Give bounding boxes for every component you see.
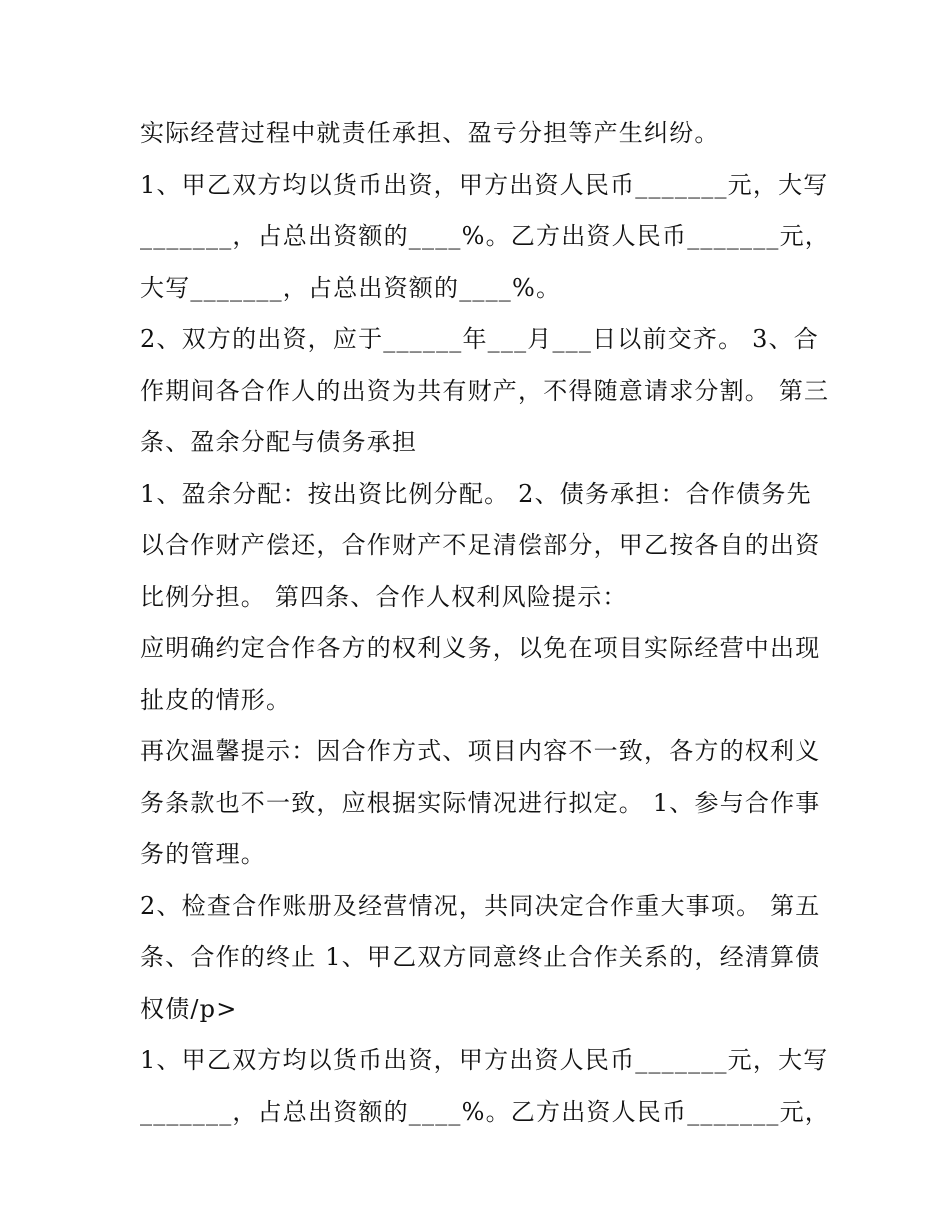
paragraph-capital-contribution: 1、甲乙双方均以货币出资，甲方出资人民币_______元，大写_______，占总出资额的____%。乙方出资人民币_______元，大写_______，占总出资额的____%。 bbox=[140, 170, 831, 302]
paragraph-reminder: 再次温馨提示：因合作方式、项目内容不一致，各方的权利义务条款也不一致，应根据实际情况进行拟定。 1、参与合作事务的管理。 bbox=[140, 737, 821, 868]
paragraph-capital-contribution-repeat: 1、甲乙双方均以货币出资，甲方出资人民币_______元，大写_______，占总出资额的____%。乙方出资人民币_______元， bbox=[140, 1046, 831, 1126]
paragraph-dispute-note: 实际经营过程中就责任承担、盈亏分担等产生纠纷。 bbox=[140, 119, 720, 147]
paragraph-contribution-deadline: 2、双方的出资，应于______年___月___日以前交齐。 3、合作期间各合作人的出资为共有财产，不得随意请求分割。 第三条、盈余分配与债务承担 bbox=[140, 325, 830, 456]
paragraph-termination: 2、检查合作账册及经营情况，共同决定合作重大事项。 第五条、合作的终止 1、甲乙双方同意终止合作关系的，经清算债权债/p> bbox=[140, 891, 821, 1023]
document-body bbox=[140, 108, 830, 1138]
paragraph-rights-obligations: 应明确约定合作各方的权利义务，以免在项目实际经营中出现扯皮的情形。 bbox=[140, 634, 821, 714]
paragraph-profit-debt: 1、盈余分配：按出资比例分配。 2、债务承担：合作债务先以合作财产偿还，合作财产不足清偿部分，甲乙按各自的出资比例分担。 第四条、合作人权利风险提示： bbox=[140, 479, 821, 611]
